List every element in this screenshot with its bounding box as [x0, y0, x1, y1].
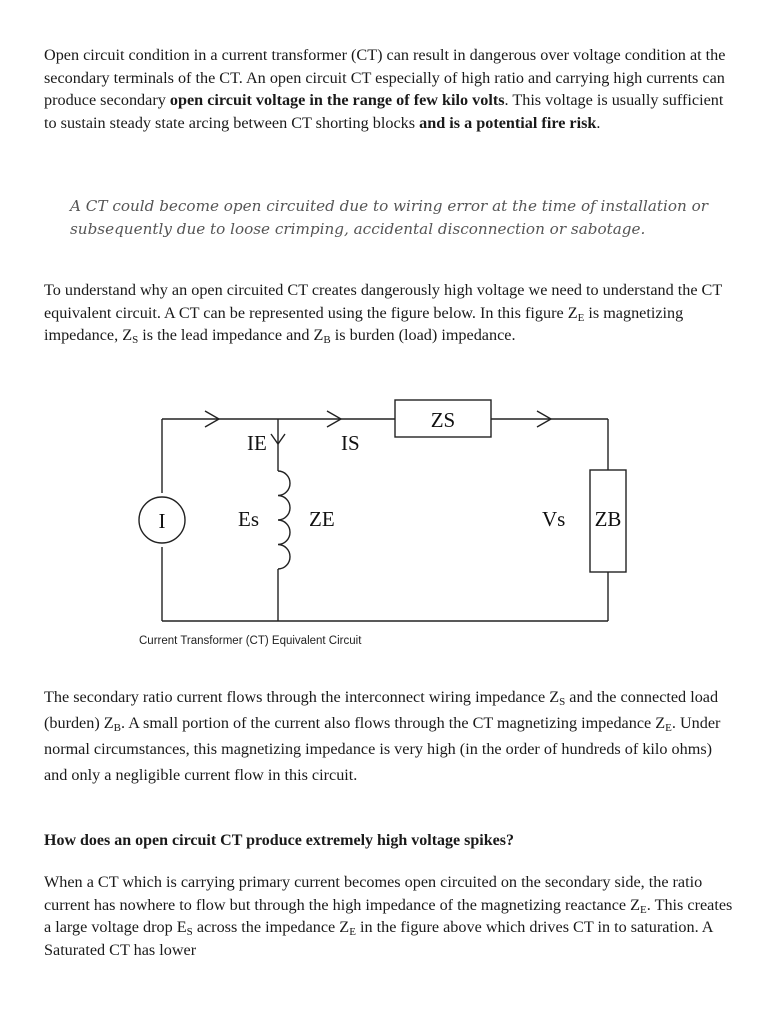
subscript-b: B — [323, 334, 331, 346]
p3-sub-3: E — [665, 722, 672, 734]
zb-label: ZB — [594, 507, 622, 531]
p4-text-4: in the figure above which drives CT in to saturation. A Saturated CT has lower — [44, 918, 713, 959]
es-label: Es — [238, 507, 259, 531]
is-label: IS — [341, 431, 360, 455]
p3-sub-1: S — [559, 696, 566, 708]
p4-sub-2: S — [186, 926, 193, 938]
open-circuit-paragraph — [44, 871, 734, 961]
p4-sub-1: E — [640, 903, 647, 916]
source-label: I — [158, 509, 166, 533]
figure-caption: Current Transformer (CT) Equivalent Circuit — [139, 635, 362, 647]
p3-text-4: . Under normal circumstances, this magnetizing impedance is very high (in the order of hundreds of kilo ohms) and only a negligible current flow in this circuit. — [44, 714, 721, 784]
ze-label: ZE — [309, 507, 335, 531]
p2-text-2: is magnetizing impedance, Z — [44, 303, 684, 344]
zs-label: ZS — [430, 408, 456, 432]
intro-paragraph — [44, 44, 734, 134]
vs-label: Vs — [542, 507, 566, 531]
p4-sub-3: E — [349, 926, 356, 938]
intro-bold-fire-risk: and is a potential fire risk — [419, 113, 597, 132]
p2-text-4: is burden (load) impedance. — [330, 326, 516, 344]
intro-text-3: . — [596, 113, 601, 132]
p2-text-1: To understand why an open circuited CT creates dangerously high voltage we need to understand the CT equivalent circuit. A CT can be represented using the figure below. In this figure Z — [44, 281, 722, 322]
p3-text-1: The secondary ratio current flows through the interconnect wiring impedance Z — [44, 688, 560, 706]
secondary-current-paragraph — [44, 684, 734, 788]
magnetizing-inductor-coil — [278, 471, 290, 569]
intro-bold-voltage: open circuit voltage in the range of few kilo volts — [169, 91, 505, 109]
intro-text-1: Open circuit condition in a current transformer (CT) can result in dangerous over voltage condition at the secondary terminals of the CT. An open circuit CT especially of high ratio and carrying high currents can produce secondary — [44, 46, 726, 109]
p3-text-3: . A small portion of the current also flows through the CT magnetizing impedance Z — [121, 714, 666, 732]
subscript-s: S — [132, 334, 139, 346]
blockquote: A CT could become open circuited due to wiring error at the time of installation or subsequently due to loose crimping, accidental disconnection or sabotage. — [70, 197, 709, 238]
intro-text-2: . This voltage is usually sufficient to sustain steady state arcing between CT shorting blocks — [44, 91, 724, 132]
p2-text-3: is the lead impedance and Z — [138, 326, 324, 344]
equivalent-circuit-paragraph — [44, 279, 734, 347]
p4-text-2: . This creates a large voltage drop E — [44, 895, 733, 936]
section-heading: How does an open circuit CT produce extremely high voltage spikes? — [44, 832, 514, 849]
p3-sub-2: B — [113, 722, 122, 734]
p4-text-1: When a CT which is carrying primary current becomes open circuited on the secondary side, the ratio current has nowhere to flow but through the high impedance of the magnetizing reactance Z — [44, 873, 703, 914]
ie-label: IE — [247, 431, 267, 455]
p4-text-3: across the impedance Z — [192, 918, 350, 936]
p3-text-2: and the connected load (burden) Z — [44, 688, 719, 732]
ct-equivalent-circuit-diagram — [0, 390, 768, 630]
subscript-e: E — [577, 311, 585, 324]
